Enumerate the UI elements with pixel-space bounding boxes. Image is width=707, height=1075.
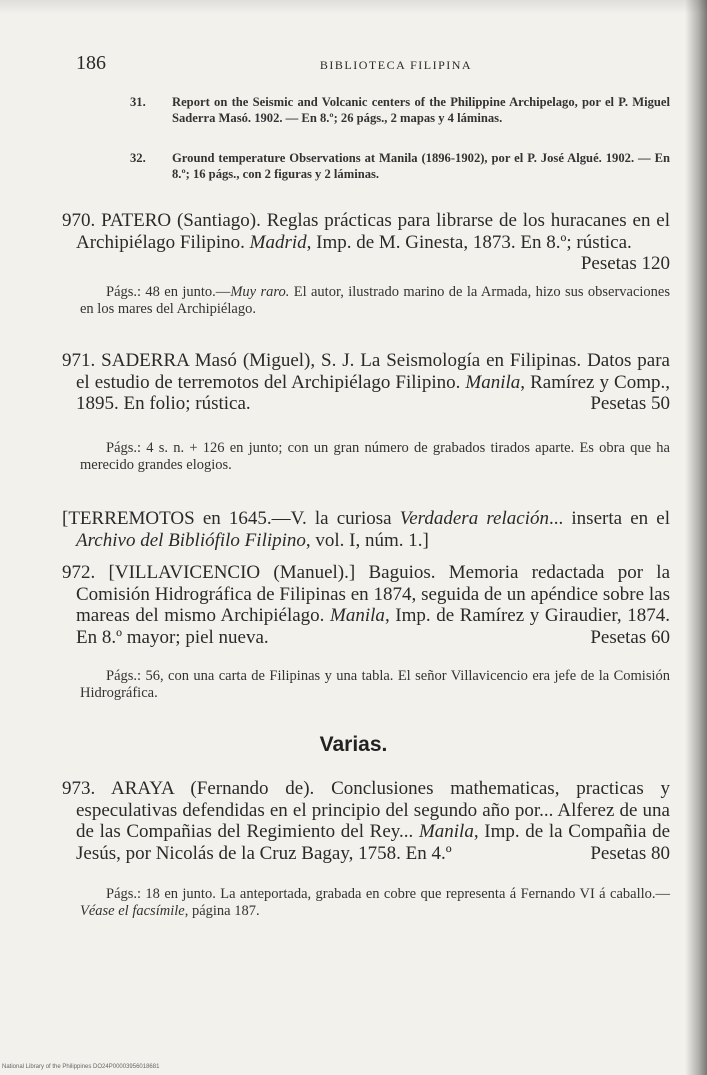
entry-972 (62, 562, 670, 648)
note-971 (80, 440, 670, 474)
entry-price: Pesetas 80 (590, 842, 670, 864)
entry-971 (62, 350, 670, 415)
entry-author: SADERRA (101, 350, 189, 371)
note-italic: Muy raro. (230, 284, 290, 300)
note-972 (80, 668, 670, 702)
page-top-shadow (0, 0, 707, 14)
entry-title-italic: Verdadera relación (399, 508, 549, 529)
running-title: BIBLIOTECA FILIPINA (319, 58, 473, 72)
entry-place: Madrid (249, 231, 307, 253)
entry-text: ... inserta en el (548, 508, 670, 529)
subentry-32 (130, 150, 670, 182)
entry-source-italic: Archivo del Bibliófilo Filipino (76, 529, 306, 551)
subentry-text: Report on the Seismic and Volcanic centers of the Philippine Archipelago, por el P. Miguel Saderra Masó. 1902. — En 8.º; 26 págs., 2 mapas y 4 láminas. (172, 95, 670, 125)
note-text-rest: El autor, ilustrado marino de la Armada, hizo sus observaciones en los mares del Archipiélago. (80, 284, 670, 317)
entry-price: Pesetas 120 (580, 253, 670, 274)
footer-credit: National Library of the Philippines DO24P00003956018681 (2, 1064, 160, 1070)
entry-imprint: , Imp. de M. Ginesta, 1873. En 8.º; rústica. (306, 231, 632, 253)
entry-price: Pesetas 60 (590, 626, 670, 648)
entry-text-end: , vol. I, núm. 1.] (305, 529, 429, 551)
entry-terremotos (62, 508, 670, 551)
note-text: Págs.: 48 en junto.— (106, 284, 231, 300)
subentry-number: 31. (130, 95, 146, 109)
entry-author-rest: Masó (Miguel), S. J. (188, 350, 361, 371)
page-binding-shadow (685, 0, 707, 1075)
note-italic: Véase el facsímile (80, 903, 185, 919)
note-text: Págs.: 56, con una carta de Filipinas y una tabla. El señor Villavicencio era jefe de la Comisión Hidrográfica. (80, 668, 670, 701)
subentry-text: Ground temperature Observations at Manila (1896-1902), por el P. José Algué. 1902. — En 8.º; 16 págs., con 2 figuras y 2 láminas. (172, 151, 670, 181)
entry-author-rest: (Fernando de). (173, 778, 332, 799)
entry-number: 972. (62, 562, 96, 583)
entry-title: Conclusiones mathematicas, practicas y especulativas defendidas en el principio del segundo año por... Alferez de una de las Compañias del Regimiento del Rey... (76, 778, 670, 842)
section-title: Varias. (319, 733, 388, 756)
entry-imprint: , Ramírez y Comp., 1895. En folio; rústica. (76, 371, 671, 414)
entry-author: ARAYA (110, 778, 174, 799)
entry-imprint: , Imp. de Ramírez y Giraudier, 1874. En 8.º mayor; piel nueva. (76, 605, 670, 648)
entry-title: Baguios. Memoria redactada por la Comisión Hidrográfica de Filipinas en 1874, seguida de un apéndice sobre las mareas del mismo Archipiélago. (76, 562, 671, 626)
entry-place: Manila (330, 605, 385, 626)
entry-author-rest: (Santiago). (171, 210, 267, 231)
entry-title: Reglas prácticas para librarse de los huracanes en el Archipiélago Filipino. (76, 210, 671, 253)
entry-number: 970. (62, 210, 96, 231)
entry-author-rest: en 1645.—V. la curiosa (194, 508, 400, 529)
entry-author: PATERO (101, 210, 172, 231)
entry-973 (62, 778, 670, 864)
entry-place: Manila (465, 371, 521, 393)
subentry-number: 32. (130, 151, 146, 165)
note-text-rest: , página 187. (184, 903, 260, 919)
entry-price: Pesetas 50 (590, 393, 670, 414)
entry-number: 971. (62, 350, 96, 371)
note-973 (80, 886, 670, 920)
note-text: Págs.: 18 en junto. La anteportada, grabada en cobre que representa á Fernando VI á caballo.— (106, 886, 670, 902)
entry-title: La Seismología en Filipinas. Datos para el estudio de terremotos del Archipiélago Filipino. (76, 350, 670, 393)
note-text: Págs.: 4 s. n. + 126 en junto; con un gran número de grabados tirados aparte. Es obra que ha merecido grandes elogios. (80, 440, 670, 473)
page-header (76, 52, 676, 78)
entry-author: [TERREMOTOS (62, 508, 195, 529)
page-number: 186 (76, 52, 106, 74)
note-970 (80, 284, 670, 318)
entry-number: 973. (62, 778, 96, 799)
entry-author: [VILLAVICENCIO (108, 562, 261, 583)
entry-place: Manila (418, 821, 474, 842)
entry-970 (62, 210, 670, 275)
subentry-31 (130, 94, 670, 126)
entry-author-rest: (Manuel).] (260, 562, 369, 583)
entry-imprint: , Imp. de la Compañia de Jesús, por Nicolás de la Cruz Bagay, 1758. En 4.º (76, 821, 670, 864)
